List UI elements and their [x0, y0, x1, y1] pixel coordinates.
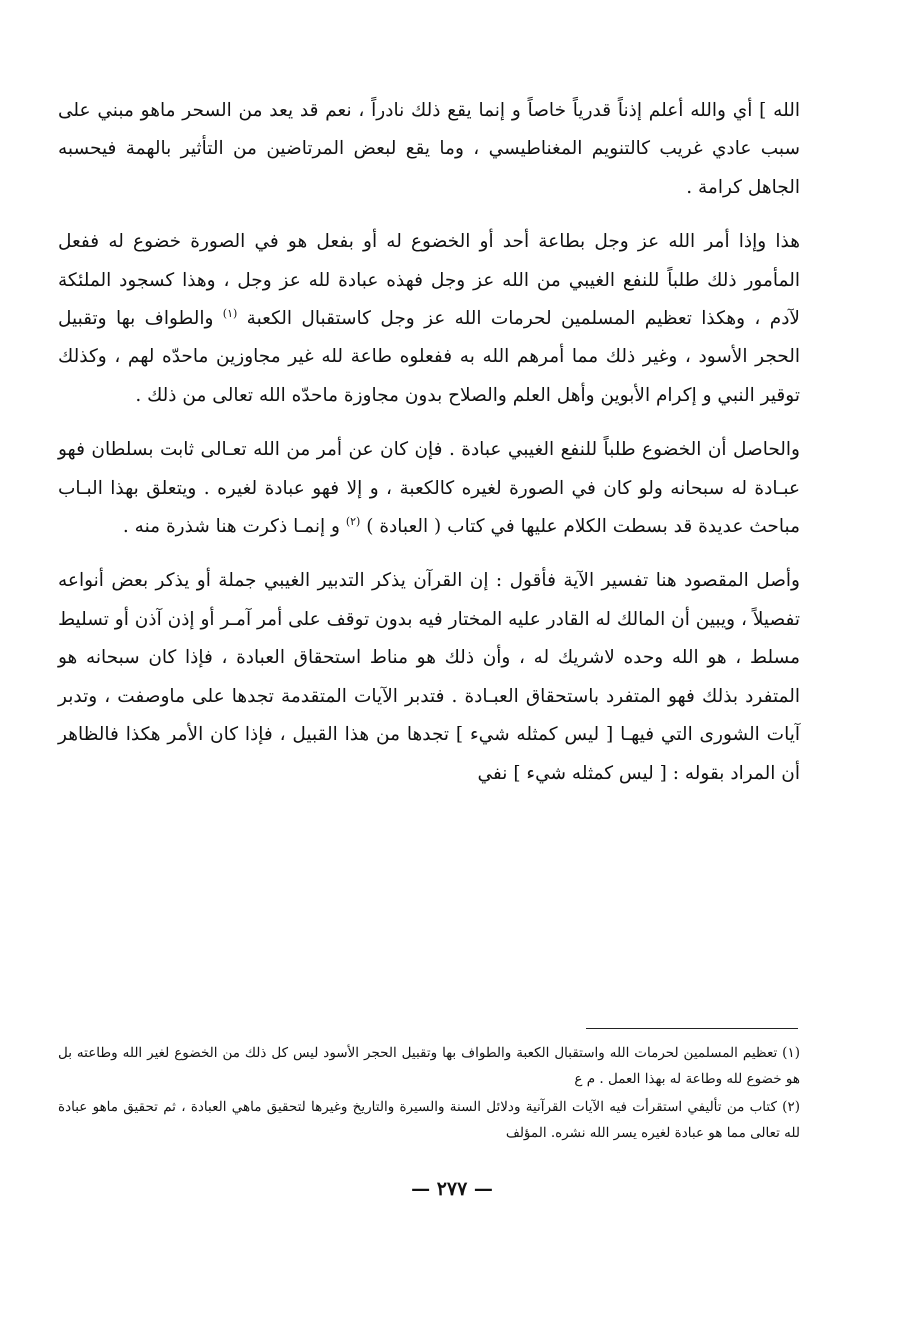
footnote-1: (١) تعظيم المسلمين لحرمات الله واستقبال الكعبة والطواف بها وتقبيل الحجر الأسود ليس كل ذلك من الخضوع لغير الله وطاعته بل هو خضوع لله وطاعة له بهذا العمل . م ع: [58, 1045, 800, 1087]
paragraph-1: [58, 92, 800, 207]
paragraph-4-text: وأصل المقصود هنا تفسير الآية فأقول : إن القرآن يذكر التدبير الغيبي جملة أو يذكر بعض أنواعه تفصيلاً ، ويبين أن المالك له القادر عليه المختار فيه بدون توقف على أمر آمـر أو إذن آذن أو تسليط مسلط ، هو الله وحده لاشريك له ، وأن ذلك هو مناط استحقاق العبادة ، فإذا كان سبحانه هو المتفرد بذلك فهو المتفرد باستحقاق العبـادة . فتدبر الآيات المتقدمة تجدها على ماوصفت ، وتدبر آيات الشورى التي فيهـا [ ليس كمثله شيء ] تجدها من هذا القبيل ، فإذا كان الأمر هكذا فالظاهر أن المراد بقوله : [ ليس كمثله شيء ] نفي: [58, 570, 800, 784]
footnote-ref-1: (١): [222, 306, 238, 320]
page-number: — ٢٧٧ —: [411, 1178, 493, 1200]
paragraph-2-text-b: والطواف بها وتقبيل الحجر الأسود ، وغير ذلك مما أمرهم الله به ففعلوه طاعة لله غير مجاوزين ماحدّه لهم ، وكذلك توقير النبي و إكرام الأبوين وأهل العلم والصلاح بدون مجاوزة ماحدّه الله تعالى من ذلك .: [58, 308, 800, 406]
paragraph-2-text-a: هذا وإذا أمر الله عز وجل بطاعة أحد أو الخضوع له أو بفعل هو في الصورة خضوع له ففعل المأمور ذلك طلباً للنفع الغيبي من الله عز وجل فهذه عبادة لله عز وجل ، وهذا كسجود الملئكة لآدم ، وهكذا تعظيم المسلمين لحرمات الله عز وجل كاستقبال الكعبة: [58, 231, 800, 330]
footnote-divider: [586, 1028, 798, 1029]
paragraph-3: [58, 431, 800, 546]
paragraph-2: [58, 223, 800, 415]
paragraph-3-text-b: و إنمـا ذكرت هنا شذرة منه .: [122, 516, 346, 538]
footnotes: [58, 1040, 800, 1148]
paragraph-3-text-a: والحاصل أن الخضوع طلباً للنفع الغيبي عبادة . فإن كان عن أمر من الله تعـالى ثابت بسلطان فهو عبـادة له سبحانه ولو كان في الصورة لغيره كالكعبة ، و إلا فهو عبادة لغيره . ويتعلق بهذا البـاب مباحث عديدة قد بسطت الكلام عليها في كتاب ( العبادة ): [58, 439, 800, 538]
paragraph-4: [58, 562, 800, 792]
main-text: [58, 92, 800, 793]
footnote-2: (٢) كتاب من تأليفي استقرأت فيه الآيات القرآنية ودلائل السنة والسيرة والتاريخ وغيرها لتحقيق ماهي العبادة ، ثم تحقيق ماهو عبادة لله تعالى مما هو عبادة لغيره يسر الله نشره. المؤلف: [58, 1099, 800, 1141]
paragraph-1-text: الله ] أي والله أعلم إذناً قدرياً خاصاً و إنما يقع ذلك نادراً ، نعم قد يعد من السحر ماهو مبني على سبب عادي غريب كالتنويم المغناطيسي ، وما يقع لبعض المرتاضين من التأثير بالهمة فيحسبه الجاهل كرامة .: [58, 100, 800, 198]
footnote-ref-2: (٢): [345, 514, 361, 528]
